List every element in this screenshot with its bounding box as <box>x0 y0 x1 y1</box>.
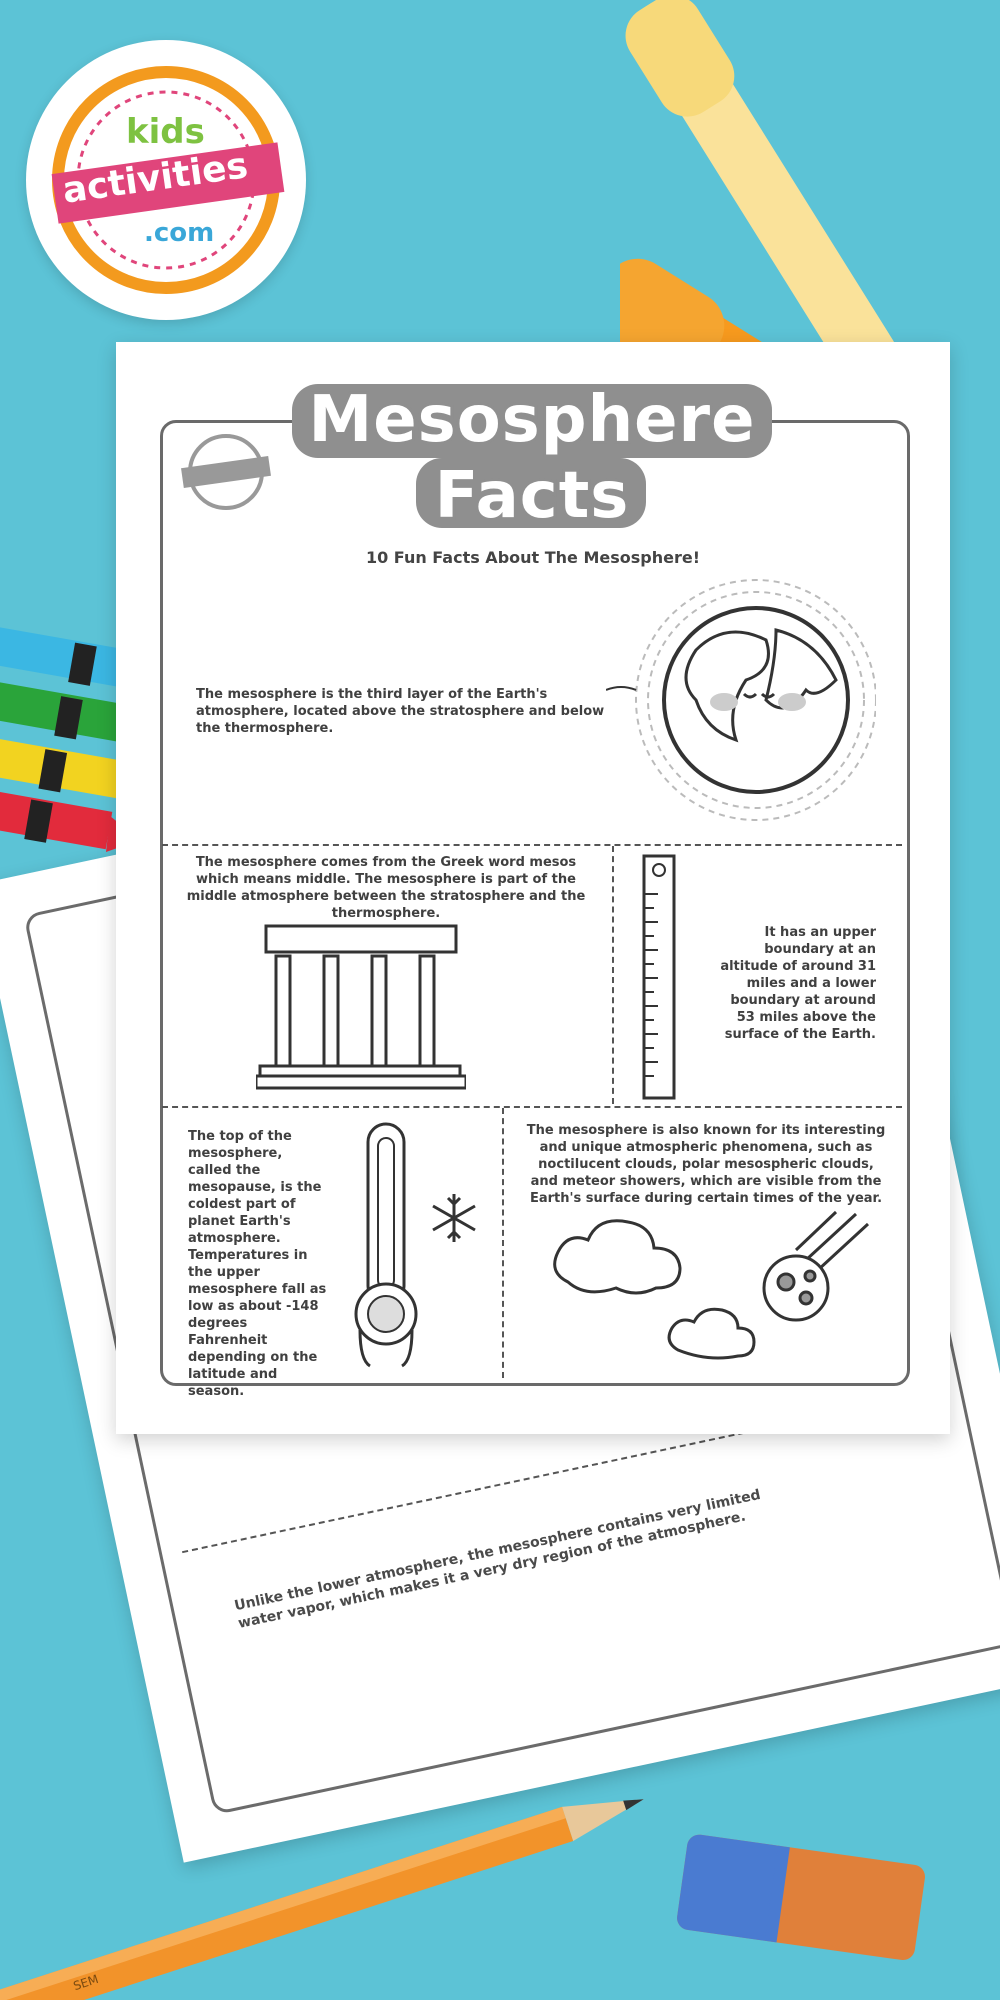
logo-activities-text: activities <box>60 145 251 212</box>
worksheet-subtitle: 10 Fun Facts About The Mesosphere! <box>365 548 701 567</box>
title-line-2: Facts <box>434 459 630 533</box>
title-line-1: Mesosphere <box>308 383 756 457</box>
divider-2 <box>612 846 614 1104</box>
divider-3 <box>162 1106 902 1108</box>
title-block <box>292 382 772 534</box>
front-worksheet-sheet <box>116 342 950 1434</box>
cloud-icon <box>664 1304 764 1364</box>
back-fact-text: Unlike the lower atmosphere, the mesosphere contains very limited water vapor, which makes it a very dry region of the atmosphere. <box>232 1486 763 1632</box>
divider-4 <box>502 1108 504 1378</box>
fact-4-text: The top of the mesosphere, called the mesopause, is the coldest part of planet Earth's atmosphere. Temperatures in the upper mesosphere fall as low as about -148 degrees Fahrenheit depending on the latitude and season. <box>188 1129 327 1399</box>
pencil-brand: SEM <box>71 1971 101 1994</box>
eraser-icon <box>670 1830 940 1980</box>
parthenon-icon <box>256 916 466 1096</box>
snowflake-icon <box>426 1190 482 1246</box>
cloud-icon <box>548 1212 698 1302</box>
earth-icon <box>606 570 876 830</box>
fact-2-text: The mesosphere comes from the Greek word mesos which means middle. The mesosphere is part of the middle atmosphere between the stratosphere and the thermosphere. <box>186 855 586 921</box>
divider-1 <box>162 844 902 846</box>
ruler-icon <box>642 854 676 1100</box>
meteor-icon <box>756 1210 876 1330</box>
fact-1-text: The mesosphere is the third layer of the Earth's atmosphere, located above the stratosphere and below the thermosphere. <box>196 687 605 736</box>
pencil-icon <box>0 1780 700 2000</box>
fact-3-text: It has an upper boundary at an altitude of around 31 miles and a lower boundary at around 53 miles above the surface of the Earth. <box>720 925 876 1042</box>
fact-5-text: The mesosphere is also known for its interesting and unique atmospheric phenomena, such as noctilucent clouds, polar mesospheric clouds, and meteor showers, which are visible from the Earth's surface during certain times of the year. <box>526 1123 886 1206</box>
thermometer-icon <box>346 1120 426 1370</box>
logo-kids-text: kids <box>126 112 205 152</box>
logo-com-text: .com <box>144 218 215 248</box>
kids-activities-logo <box>26 40 306 320</box>
grey-logo-icon <box>176 432 276 512</box>
grey-logo <box>176 432 276 512</box>
